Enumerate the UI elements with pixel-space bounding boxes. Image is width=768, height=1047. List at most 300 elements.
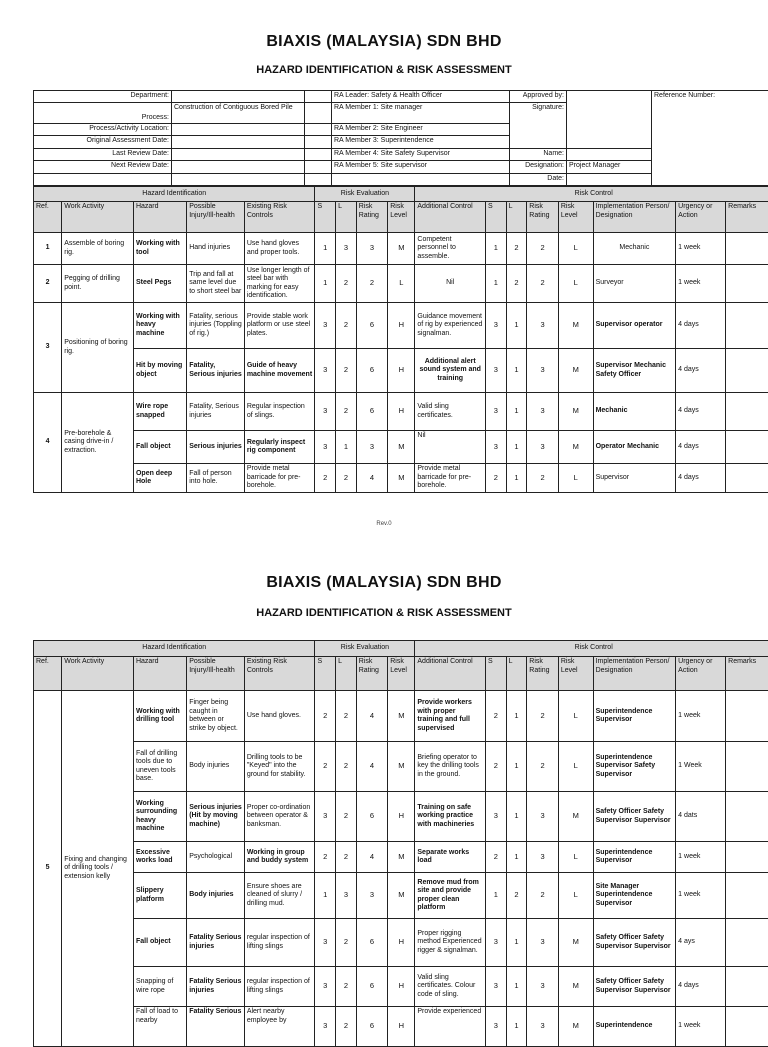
row-s: 2 — [315, 691, 336, 742]
row-s2: 2 — [486, 742, 507, 792]
row-l: 2 — [336, 265, 357, 303]
row-injury: Fatality, serious injuries (Toppling of rig.) — [187, 303, 245, 349]
row-s2: 3 — [486, 1007, 507, 1047]
row-hazard: Working surrounding heavy machine — [133, 792, 186, 842]
row-additional: Training on safe working practice with machineries — [415, 792, 486, 842]
col-implementation: Implementation Person/ Designation — [593, 202, 676, 233]
row-rating: 6 — [356, 967, 388, 1007]
row-rating2: 2 — [527, 464, 559, 493]
row-level2: M — [558, 792, 593, 842]
row-hazard: Working with tool — [133, 233, 186, 265]
row-level: M — [388, 431, 415, 464]
row-hazard: Slippery platform — [133, 873, 186, 919]
col-risk-rating: Risk Rating — [356, 657, 388, 691]
row-rating2: 3 — [527, 1007, 559, 1047]
row-l: 2 — [336, 842, 357, 873]
row-additional: Provide metal barricade for pre-borehole. — [415, 464, 486, 493]
row-urgency: 1 week — [676, 842, 726, 873]
row-hazard: Wire rope snapped — [133, 393, 186, 431]
col-ref: Ref. — [34, 657, 62, 691]
row-hazard: Excessive works load — [133, 842, 186, 873]
row-existing: regular inspection of lifting slings — [244, 967, 315, 1007]
row-s: 1 — [315, 265, 336, 303]
row-ref: 1 — [34, 233, 62, 265]
col-l-residual: L — [506, 657, 527, 691]
company-name: BIAXIS (MALAYSIA) SDN BHD — [0, 574, 768, 592]
row-implementation: Surveyor — [593, 265, 676, 303]
row-s: 3 — [315, 967, 336, 1007]
row-l2: 1 — [506, 742, 527, 792]
row-existing: Guide of heavy machine movement — [244, 349, 315, 393]
section-risk-control: Risk Control — [415, 187, 768, 202]
row-additional: Guidance movement of rig by experienced signalman. — [415, 303, 486, 349]
row-rating2: 3 — [527, 349, 559, 393]
row-additional: Additional alert sound system and training — [415, 349, 486, 393]
row-implementation: Supervisor operator — [593, 303, 676, 349]
row-existing: Ensure shoes are cleaned of slurry / drilling mud. — [244, 873, 315, 919]
table-row — [34, 691, 768, 742]
col-hazard: Hazard — [133, 657, 186, 691]
row-remarks — [726, 691, 768, 742]
col-risk-level: Risk Level — [388, 202, 415, 233]
row-level2: L — [558, 265, 593, 303]
row-s2: 3 — [486, 349, 507, 393]
document-title: HAZARD IDENTIFICATION & RISK ASSESSMENT — [0, 64, 768, 76]
row-l2: 1 — [506, 691, 527, 742]
ra-member-5: RA Member 5: Site supervisor — [332, 161, 510, 173]
row-implementation: Safety Officer Safety Supervisor Supervisor — [593, 792, 676, 842]
col-s-residual: S — [486, 657, 507, 691]
row-existing: Proper co-ordination between operator & banksman. — [244, 792, 315, 842]
document-title: HAZARD IDENTIFICATION & RISK ASSESSMENT — [0, 607, 768, 619]
row-remarks — [726, 349, 768, 393]
table-row — [34, 919, 768, 967]
ra-member-1: RA Member 1: Site manager — [332, 103, 510, 124]
row-remarks — [726, 233, 768, 265]
row-urgency: 4 days — [676, 967, 726, 1007]
col-remarks: Remarks — [726, 657, 768, 691]
row-l2: 2 — [506, 873, 527, 919]
row-rating: 2 — [356, 265, 388, 303]
row-additional: Nil — [415, 265, 486, 303]
row-remarks — [726, 393, 768, 431]
table-row — [34, 431, 768, 464]
row-additional: Competent personnel to assemble. — [415, 233, 486, 265]
row-level2: M — [558, 393, 593, 431]
row-s2: 3 — [486, 303, 507, 349]
ra-member-2: RA Member 2: Site Engineer — [332, 124, 510, 136]
row-rating: 4 — [356, 464, 388, 493]
row-level: H — [388, 1007, 415, 1047]
row-rating: 6 — [356, 393, 388, 431]
row-existing: regular inspection of lifting slings — [244, 919, 315, 967]
row-urgency: 1 week — [676, 873, 726, 919]
row-existing: Use longer length of steel bar with marking for easy identification. — [244, 265, 315, 303]
row-injury: Fatality Serious injuries — [187, 967, 245, 1007]
row-rating2: 3 — [527, 919, 559, 967]
row-implementation: Site Manager Superintendence Supervisor — [593, 873, 676, 919]
row-urgency: 4 days — [676, 464, 726, 493]
row-urgency: 1 week — [676, 265, 726, 303]
row-injury: Psychological — [187, 842, 245, 873]
row-level: H — [388, 303, 415, 349]
row-hazard: Fall of load to nearby — [133, 1007, 186, 1047]
col-work-activity: Work Activity — [62, 657, 134, 691]
department-label: Department: — [34, 91, 172, 103]
row-level: M — [388, 233, 415, 265]
row-implementation: Safety Officer Safety Supervisor Supervisor — [593, 919, 676, 967]
row-rating: 3 — [356, 873, 388, 919]
row-implementation: Superintendence Supervisor Safety Supervisor — [593, 742, 676, 792]
row-level2: L — [558, 691, 593, 742]
row-s2: 3 — [486, 792, 507, 842]
table-row — [34, 349, 768, 393]
row-s2: 3 — [486, 393, 507, 431]
row-existing: Alert nearby employee by — [244, 1007, 315, 1047]
table-row — [34, 792, 768, 842]
row-injury: Serious injuries — [187, 431, 245, 464]
row-l: 3 — [336, 873, 357, 919]
row-s2: 1 — [486, 233, 507, 265]
row-ref: 2 — [34, 265, 62, 303]
row-urgency: 4 days — [676, 393, 726, 431]
row-existing: Use hand gloves and proper tools. — [244, 233, 315, 265]
row-level2: L — [558, 233, 593, 265]
location-value — [172, 124, 305, 136]
row-urgency: 1 week — [676, 233, 726, 265]
row-level: H — [388, 349, 415, 393]
row-implementation: Mechanic — [593, 233, 676, 265]
row-s: 2 — [315, 842, 336, 873]
row-level2: M — [558, 349, 593, 393]
row-l: 2 — [336, 691, 357, 742]
row-hazard: Hit by moving object — [133, 349, 186, 393]
row-level: M — [388, 842, 415, 873]
signature-label: Signature: — [510, 103, 567, 148]
col-ref: Ref. — [34, 202, 62, 233]
table-row — [34, 265, 768, 303]
assessment-info-table — [33, 90, 768, 186]
revision-label: Rev.0 — [0, 521, 768, 527]
row-level2: M — [558, 967, 593, 1007]
row-s: 2 — [315, 742, 336, 792]
row-additional: Separate works load — [415, 842, 486, 873]
col-additional-control: Additional Control — [415, 202, 486, 233]
row-s: 2 — [315, 464, 336, 493]
row-l: 2 — [336, 303, 357, 349]
row-hazard: Snapping of wire rope — [133, 967, 186, 1007]
approved-by-label: Approved by: — [510, 91, 567, 103]
row-remarks — [726, 431, 768, 464]
col-urgency: Urgency or Action — [676, 657, 726, 691]
row-s: 3 — [315, 1007, 336, 1047]
row-rating2: 2 — [527, 691, 559, 742]
row-remarks — [726, 842, 768, 873]
row-additional: Briefing operator to key the drilling tools in the ground. — [415, 742, 486, 792]
row-injury: Fatality Serious injuries — [187, 919, 245, 967]
row-s2: 2 — [486, 691, 507, 742]
col-risk-rating: Risk Rating — [356, 202, 388, 233]
row-level2: L — [558, 842, 593, 873]
location-label: Process/Activity Location: — [34, 124, 172, 136]
table-row — [34, 464, 768, 493]
row-rating: 3 — [356, 233, 388, 265]
row-rating2: 2 — [527, 742, 559, 792]
row-l: 2 — [336, 792, 357, 842]
table-row — [34, 742, 768, 792]
row-l: 2 — [336, 464, 357, 493]
section-hazard-identification: Hazard Identification — [34, 187, 315, 202]
col-injury: Possible Injury/Ill-health — [187, 657, 245, 691]
row-activity: Pre-borehole & casing drive-in / extraction. — [62, 393, 134, 493]
designation-value: Project Manager — [567, 161, 652, 173]
row-urgency: 1 week — [676, 1007, 726, 1047]
row-existing: Regularly inspect rig component — [244, 431, 315, 464]
row-l2: 1 — [506, 303, 527, 349]
row-level2: L — [558, 464, 593, 493]
row-l2: 1 — [506, 842, 527, 873]
row-s: 3 — [315, 792, 336, 842]
row-remarks — [726, 792, 768, 842]
row-existing: Regular inspection of slings. — [244, 393, 315, 431]
designation-label: Designation: — [510, 161, 567, 173]
row-rating2: 3 — [527, 792, 559, 842]
row-s: 1 — [315, 873, 336, 919]
row-hazard: Open deep Hole — [133, 464, 186, 493]
row-l: 2 — [336, 1007, 357, 1047]
row-remarks — [726, 967, 768, 1007]
row-ref: 4 — [34, 393, 62, 493]
department-value — [172, 91, 305, 103]
row-s: 1 — [315, 233, 336, 265]
row-rating: 6 — [356, 919, 388, 967]
row-s2: 3 — [486, 431, 507, 464]
table-row — [34, 967, 768, 1007]
row-remarks — [726, 303, 768, 349]
ra-leader: RA Leader: Safety & Health Officer — [332, 91, 510, 103]
next-review-value — [172, 161, 305, 173]
last-review-label: Last Review Date: — [34, 148, 172, 160]
row-l2: 1 — [506, 464, 527, 493]
col-l: L — [336, 657, 357, 691]
row-rating2: 3 — [527, 842, 559, 873]
last-review-value — [172, 148, 305, 160]
table-row — [34, 303, 768, 349]
row-urgency: 1 week — [676, 691, 726, 742]
row-implementation: Safety Officer Safety Supervisor Supervisor — [593, 967, 676, 1007]
row-l2: 1 — [506, 967, 527, 1007]
row-l: 2 — [336, 349, 357, 393]
col-additional-control: Additional Control — [415, 657, 486, 691]
row-urgency: 4 dats — [676, 792, 726, 842]
row-implementation: Operator Mechanic — [593, 431, 676, 464]
row-additional: Provide workers with proper training and full supervised — [415, 691, 486, 742]
row-l2: 1 — [506, 393, 527, 431]
col-existing-controls: Existing Risk Controls — [244, 657, 315, 691]
row-implementation: Supervisor Mechanic Safety Officer — [593, 349, 676, 393]
row-hazard: Fall object — [133, 431, 186, 464]
company-name: BIAXIS (MALAYSIA) SDN BHD — [0, 33, 768, 51]
row-injury: Serious injuries (Hit by moving machine) — [187, 792, 245, 842]
row-s: 3 — [315, 919, 336, 967]
reference-number-label: Reference Number: — [652, 91, 768, 186]
row-rating2: 3 — [527, 967, 559, 1007]
row-implementation: Superintendence Supervisor — [593, 691, 676, 742]
col-risk-level: Risk Level — [388, 657, 415, 691]
row-hazard: Working with drilling tool — [133, 691, 186, 742]
row-level2: M — [558, 303, 593, 349]
row-additional: Provide experienced — [415, 1007, 486, 1047]
table-row — [34, 873, 768, 919]
col-s: S — [315, 202, 336, 233]
row-level: M — [388, 691, 415, 742]
row-level2: M — [558, 919, 593, 967]
row-remarks — [726, 464, 768, 493]
row-level: H — [388, 919, 415, 967]
row-s2: 1 — [486, 265, 507, 303]
row-urgency: 4 days — [676, 349, 726, 393]
row-rating: 3 — [356, 431, 388, 464]
row-activity: Pegging of drilling point. — [62, 265, 134, 303]
row-s2: 3 — [486, 967, 507, 1007]
col-l: L — [336, 202, 357, 233]
row-s2: 2 — [486, 464, 507, 493]
row-rating: 4 — [356, 842, 388, 873]
row-hazard: Steel Pegs — [133, 265, 186, 303]
section-risk-control: Risk Control — [415, 641, 768, 657]
row-rating2: 2 — [527, 233, 559, 265]
row-activity: Assemble of boring rig. — [62, 233, 134, 265]
row-injury: Fatality, Serious injuries — [187, 349, 245, 393]
row-additional: Remove mud from site and provide proper clean platform — [415, 873, 486, 919]
row-l: 2 — [336, 393, 357, 431]
row-rating2: 2 — [527, 873, 559, 919]
row-level2: M — [558, 1007, 593, 1047]
row-injury: Fatality, Serious injuries — [187, 393, 245, 431]
row-s: 3 — [315, 303, 336, 349]
row-rating2: 3 — [527, 431, 559, 464]
row-level: H — [388, 393, 415, 431]
row-implementation: Mechanic — [593, 393, 676, 431]
col-l-residual: L — [506, 202, 527, 233]
row-urgency: 4 days — [676, 303, 726, 349]
row-additional: Valid sling certificates. — [415, 393, 486, 431]
name-label: Name: — [510, 148, 567, 160]
row-urgency: 4 ays — [676, 919, 726, 967]
row-s: 3 — [315, 431, 336, 464]
row-remarks — [726, 265, 768, 303]
original-date-value — [172, 136, 305, 148]
col-s: S — [315, 657, 336, 691]
row-ref: 3 — [34, 303, 62, 393]
col-risk-level-residual: Risk Level — [558, 657, 593, 691]
row-ref: 5 — [34, 691, 62, 1047]
section-risk-evaluation: Risk Evaluation — [315, 187, 415, 202]
col-risk-level-residual: Risk Level — [558, 202, 593, 233]
ra-member-4: RA Member 4: Site Safety Supervisor — [332, 148, 510, 160]
row-l2: 1 — [506, 1007, 527, 1047]
col-work-activity: Work Activity — [62, 202, 134, 233]
row-activity: Positioning of boring rig. — [62, 303, 134, 393]
row-level2: L — [558, 873, 593, 919]
section-risk-evaluation: Risk Evaluation — [315, 641, 415, 657]
col-existing-controls: Existing Risk Controls — [244, 202, 315, 233]
row-l2: 1 — [506, 792, 527, 842]
row-s2: 3 — [486, 919, 507, 967]
row-rating: 4 — [356, 742, 388, 792]
row-l2: 1 — [506, 431, 527, 464]
row-urgency: 1 Week — [676, 742, 726, 792]
row-existing: Provide metal barricade for pre-borehole. — [244, 464, 315, 493]
row-level2: M — [558, 431, 593, 464]
row-additional: Valid sling certificates. Colour code of sling. — [415, 967, 486, 1007]
col-urgency: Urgency or Action — [676, 202, 726, 233]
risk-table-page-2 — [33, 640, 768, 1047]
date-label: Date: — [510, 173, 567, 185]
table-row — [34, 233, 768, 265]
row-implementation: Supervisor — [593, 464, 676, 493]
row-level: H — [388, 967, 415, 1007]
col-risk-rating-residual: Risk Rating — [527, 657, 559, 691]
ra-member-3: RA Member 3: Superintendence — [332, 136, 510, 148]
row-existing: Drilling tools to be "Keyed" into the ground for stability. — [244, 742, 315, 792]
original-date-label: Original Assessment Date: — [34, 136, 172, 148]
row-level: H — [388, 792, 415, 842]
row-additional: Proper rigging method Experienced rigger & signalman. — [415, 919, 486, 967]
row-additional: Nil — [415, 431, 486, 464]
table-row — [34, 1007, 768, 1047]
row-l2: 1 — [506, 919, 527, 967]
col-risk-rating-residual: Risk Rating — [527, 202, 559, 233]
process-label: Process: — [34, 103, 172, 124]
row-l: 2 — [336, 967, 357, 1007]
row-existing: Use hand gloves. — [244, 691, 315, 742]
row-l: 2 — [336, 742, 357, 792]
row-l: 2 — [336, 919, 357, 967]
row-level: M — [388, 873, 415, 919]
row-remarks — [726, 919, 768, 967]
row-rating2: 2 — [527, 265, 559, 303]
row-l2: 2 — [506, 265, 527, 303]
row-existing: Working in group and buddy system — [244, 842, 315, 873]
row-s2: 2 — [486, 842, 507, 873]
process-value: Construction of Contiguous Bored Pile — [172, 103, 305, 124]
table-row — [34, 393, 768, 431]
row-l: 3 — [336, 233, 357, 265]
row-rating2: 3 — [527, 393, 559, 431]
row-implementation: Superintendence — [593, 1007, 676, 1047]
row-rating: 6 — [356, 303, 388, 349]
row-level: M — [388, 464, 415, 493]
row-remarks — [726, 873, 768, 919]
row-implementation: Superintendence Supervisor — [593, 842, 676, 873]
col-remarks: Remarks — [726, 202, 768, 233]
row-s: 3 — [315, 393, 336, 431]
row-urgency: 4 days — [676, 431, 726, 464]
row-rating: 6 — [356, 1007, 388, 1047]
row-injury: Finger being caught in between or strike by object. — [187, 691, 245, 742]
col-implementation: Implementation Person/ Designation — [593, 657, 676, 691]
row-s2: 1 — [486, 873, 507, 919]
row-injury: Fall of person into hole. — [187, 464, 245, 493]
risk-table-page-1 — [33, 186, 768, 493]
row-remarks — [726, 1007, 768, 1047]
row-s: 3 — [315, 349, 336, 393]
row-existing: Provide stable work platform or use steel plates. — [244, 303, 315, 349]
col-hazard: Hazard — [133, 202, 186, 233]
row-injury: Fatality Serious — [187, 1007, 245, 1047]
col-s-residual: S — [486, 202, 507, 233]
